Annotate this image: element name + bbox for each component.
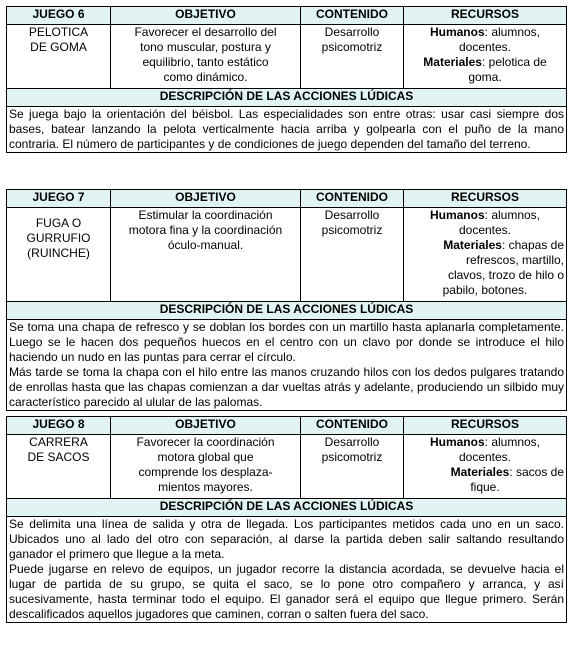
- game-name-line: PELOTICA: [28, 25, 89, 39]
- contenido-cell: [301, 435, 404, 499]
- objetivo-line: motora global que: [157, 450, 254, 464]
- objetivo-cell: [111, 208, 301, 302]
- objetivo-cell: [111, 25, 301, 89]
- game-label: JUEGO 7: [7, 190, 111, 208]
- game-name-line: DE SACOS: [27, 450, 90, 464]
- objetivo-line: óculo-manual.: [167, 238, 244, 252]
- descripcion-paragraph: Puede jugarse en relevo de equipos, un jugador recorre la distancia acordada, se devuelve hacia el lugar de partida de su grupo, se quita el saco, se lo pone otro compañero y arranca, y así sucesivamente, hasta terminar todo el equipo. El ganador será el equipo que llegue primero. Serán descalificados aquellos jugadores que caminen, corran o salten fuera del saco.: [9, 562, 564, 621]
- materiales-text: : sacos de: [509, 465, 564, 479]
- recursos-cell: [404, 25, 567, 89]
- game-label: JUEGO 8: [7, 417, 111, 435]
- recursos-cell: [404, 435, 567, 499]
- objetivo-line: comprende los desplaza-: [138, 465, 273, 479]
- objetivo-line: como dinámico.: [163, 70, 248, 84]
- descripcion-paragraph: Se toma una chapa de refresco y se doblan los bordes con un martillo hasta aplanarla completamente. Luego se le hacen dos pequeños huecos en el centro con un clavo por donde se introduce el hilo haciendo un nudo en las puntas para cerrar el círculo.: [9, 320, 564, 364]
- materiales-label: Materiales: [450, 465, 510, 479]
- materiales-cont: refrescos, martillo,: [465, 253, 564, 267]
- humanos-label: Humanos: [429, 435, 485, 449]
- objetivo-line: tono muscular, postura y: [140, 40, 271, 54]
- materiales-text: : pelotica de: [481, 55, 547, 69]
- game-label: JUEGO 6: [7, 7, 111, 25]
- descripcion-paragraph: Se juega bajo la orientación del béisbol. Las especialidades son entre otras: usar casi siempre dos bases, batear lanzando la pelota verticalmente hacia arriba y golpearla con el puño de la mano contraria. El número de participantes y de condiciones de juego dependen del tamaño del terreno.: [9, 107, 564, 151]
- humanos-text: : alumnos,: [484, 208, 541, 222]
- game-name: [7, 435, 111, 499]
- materiales-text: : chapas de: [501, 238, 564, 252]
- descripcion-header: DESCRIPCIÓN DE LAS ACCIONES LÚDICAS: [7, 89, 567, 107]
- materiales-cont: clavos, trozo de hilo o: [447, 268, 564, 282]
- game-name-line: (RUINCHE): [27, 246, 90, 260]
- descripcion-paragraph: Más tarde se toma la chapa con el hilo entre las manos cruzando hilos con los dedos pulgares tratando de enrollas hasta que las chapas comienzan a dar vueltas atrás y adelante, produciendo un silbido muy característico parecido al ulular de las palomas.: [9, 365, 564, 409]
- contenido-header: CONTENIDO: [301, 417, 404, 435]
- contenido-line: psicomotriz: [321, 450, 383, 464]
- game-table-6: [6, 6, 567, 153]
- humanos-text: : alumnos,: [484, 435, 541, 449]
- descripcion-paragraph: Se delimita una línea de salida y otra de llegada. Los participantes metidos cada uno en un saco. Ubicados uno al lado del otro con separación, al darse la partida deben salir saltando resultando ganador el primero que llegue a la meta.: [9, 517, 564, 561]
- descripcion-header: DESCRIPCIÓN DE LAS ACCIONES LÚDICAS: [7, 499, 567, 517]
- contenido-line: Desarrollo: [324, 208, 380, 222]
- humanos-text: : alumnos,: [484, 25, 541, 39]
- humanos-label: Humanos: [429, 25, 485, 39]
- game-table-7: [6, 189, 567, 411]
- objetivo-line: equilibrio, tanto estático: [142, 55, 269, 69]
- contenido-header: CONTENIDO: [301, 7, 404, 25]
- objetivo-header: OBJETIVO: [111, 417, 301, 435]
- materiales-label: Materiales: [423, 55, 482, 69]
- descripcion-header: DESCRIPCIÓN DE LAS ACCIONES LÚDICAS: [7, 302, 567, 320]
- contenido-header: CONTENIDO: [301, 190, 404, 208]
- game-name: [7, 25, 111, 89]
- materiales-cont: pabilo, botones.: [442, 283, 528, 297]
- game-name: [7, 208, 111, 302]
- objetivo-line: Estimular la coordinación: [138, 208, 273, 222]
- objetivo-line: Favorecer el desarrollo del: [134, 25, 277, 39]
- materiales-label: Materiales: [443, 238, 502, 252]
- humanos-cont: docentes.: [458, 40, 512, 54]
- contenido-line: Desarrollo: [324, 435, 380, 449]
- materiales-cont: goma.: [468, 70, 502, 84]
- objetivo-cell: [111, 435, 301, 499]
- objetivo-line: mientos mayores.: [158, 480, 253, 494]
- contenido-line: Desarrollo: [324, 25, 380, 39]
- objetivo-line: motora fina y la coordinación: [128, 223, 283, 237]
- game-table-8: [6, 416, 567, 623]
- game-name-line: GURRUFIO: [26, 231, 91, 245]
- game-name-line: FUGA O: [35, 216, 82, 230]
- recursos-header: RECURSOS: [404, 417, 567, 435]
- objetivo-line: Favorecer la coordinación: [136, 435, 275, 449]
- humanos-cont: docentes.: [458, 450, 512, 464]
- objetivo-header: OBJETIVO: [111, 190, 301, 208]
- descripcion-cell: [7, 320, 567, 411]
- contenido-line: psicomotriz: [321, 223, 383, 237]
- contenido-line: psicomotriz: [321, 40, 383, 54]
- recursos-cell: [404, 208, 567, 302]
- descripcion-cell: [7, 107, 567, 153]
- contenido-cell: [301, 208, 404, 302]
- recursos-header: RECURSOS: [404, 7, 567, 25]
- descripcion-cell: [7, 517, 567, 623]
- materiales-cont: fique.: [470, 480, 500, 494]
- contenido-cell: [301, 25, 404, 89]
- humanos-cont: docentes.: [458, 223, 512, 237]
- game-name-line: DE GOMA: [30, 40, 87, 54]
- game-name-line: CARRERA: [29, 435, 88, 449]
- recursos-header: RECURSOS: [404, 190, 567, 208]
- humanos-label: Humanos: [429, 208, 485, 222]
- objetivo-header: OBJETIVO: [111, 7, 301, 25]
